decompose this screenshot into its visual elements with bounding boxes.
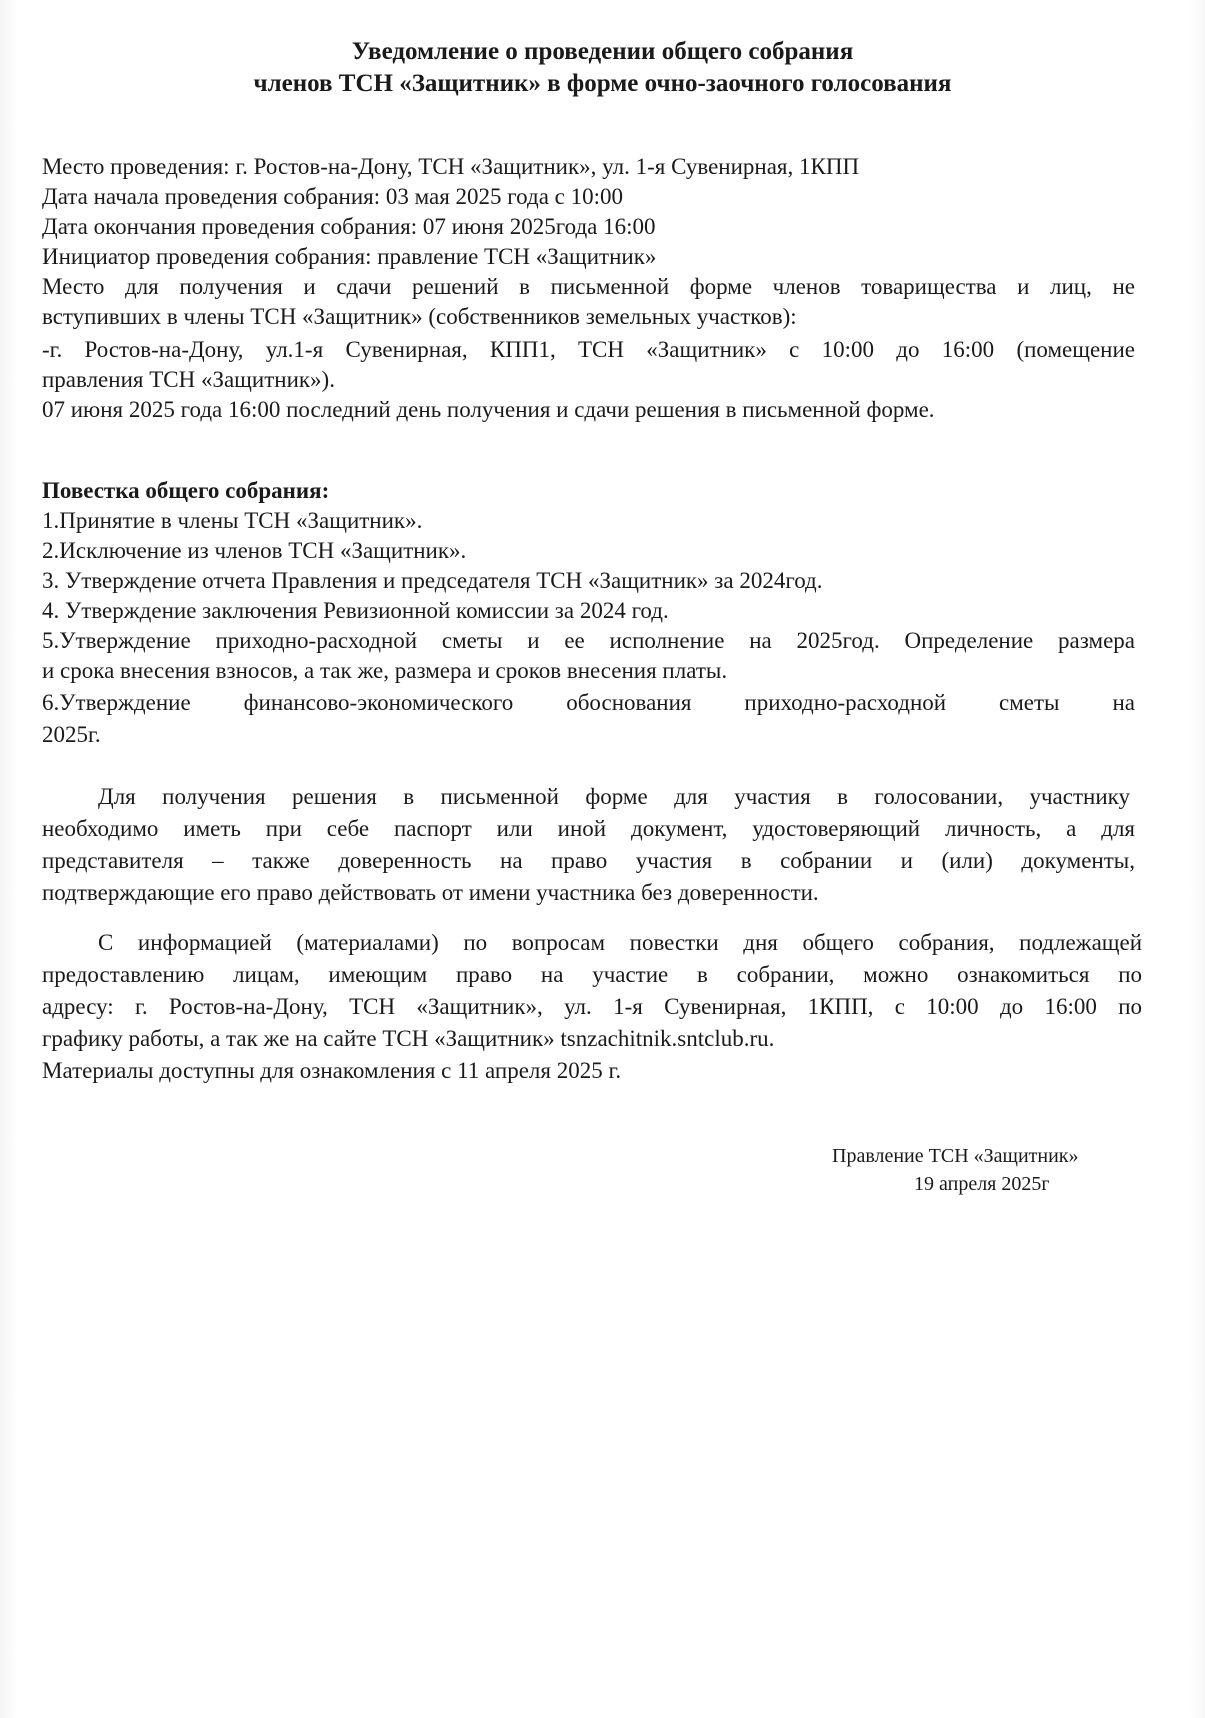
agenda-item-6-line-1: 6.Утверждение финансово-экономического обоснования приходно-расходной сметы на bbox=[42, 690, 1135, 715]
para2-line-5: Материалы доступны для ознакомления с 11 апреля 2025 г. bbox=[42, 1058, 622, 1083]
info-initiator: Инициатор проведения собрания: правление ТСН «Защитник» bbox=[42, 244, 657, 269]
title-line-1: Уведомление о проведении общего собрания bbox=[351, 38, 854, 65]
para2-line-1: С информацией (материалами) по вопросам повестки дня общего собрания, подлежащей bbox=[98, 930, 1142, 955]
para1-line-1: Для получения решения в письменной форме для участия в голосовании, участнику bbox=[98, 784, 1130, 809]
document-title bbox=[0, 36, 1205, 100]
agenda-item-2: 2.Исключение из членов ТСН «Защитник». bbox=[42, 538, 467, 563]
agenda-item-3: 3. Утверждение отчета Правления и председателя ТСН «Защитник» за 2024год. bbox=[42, 568, 823, 593]
info-end-date: Дата окончания проведения собрания: 07 июня 2025года 16:00 bbox=[42, 214, 656, 239]
para2-line-4: графику работы, а так же на сайте ТСН «Защитник» tsnzachitnik.sntclub.ru. bbox=[42, 1026, 775, 1051]
signature-date: 19 апреля 2025г bbox=[914, 1173, 1050, 1195]
info-address-1: -г. Ростов-на-Дону, ул.1-я Сувенирная, КПП1, ТСН «Защитник» с 10:00 до 16:00 (помещение bbox=[42, 337, 1135, 362]
para1-line-3: представителя – также доверенность на право участия в собрании и (или) документы, bbox=[42, 848, 1135, 873]
para1-line-2: необходимо иметь при себе паспорт или иной документ, удостоверяющий личность, а для bbox=[42, 816, 1135, 841]
info-decisions-place-1: Место для получения и сдачи решений в письменной форме членов товарищества и лиц, не bbox=[42, 274, 1135, 299]
agenda-item-5-line-1: 5.Утверждение приходно-расходной сметы и ее исполнение на 2025год. Определение размера bbox=[42, 628, 1135, 653]
info-address-2: правления ТСН «Защитник»). bbox=[42, 367, 335, 392]
info-deadline: 07 июня 2025 года 16:00 последний день получения и сдачи решения в письменной форме. bbox=[42, 397, 935, 422]
para2-line-2: предоставлению лицам, имеющим право на участие в собрании, можно ознакомиться по bbox=[42, 962, 1142, 987]
title-line-2: членов ТСН «Защитник» в форме очно-заочного голосования bbox=[253, 70, 952, 97]
agenda-item-1: 1.Принятие в члены ТСН «Защитник». bbox=[42, 508, 423, 533]
agenda-item-5-line-2: и срока внесения взносов, а так же, размера и сроков внесения платы. bbox=[42, 658, 728, 683]
info-place: Место проведения: г. Ростов-на-Дону, ТСН «Защитник», ул. 1-я Сувенирная, 1КПП bbox=[42, 154, 860, 179]
agenda-item-6-line-2: 2025г. bbox=[42, 722, 101, 747]
agenda-item-4: 4. Утверждение заключения Ревизионной комиссии за 2024 год. bbox=[42, 598, 669, 623]
info-decisions-place-2: вступивших в члены ТСН «Защитник» (собственников земельных участков): bbox=[42, 304, 797, 329]
info-start-date: Дата начала проведения собрания: 03 мая 2025 года с 10:00 bbox=[42, 184, 623, 209]
para1-line-4: подтверждающие его право действовать от имени участника без доверенности. bbox=[42, 880, 819, 905]
signature-board: Правление ТСН «Защитник» bbox=[832, 1145, 1079, 1167]
para2-line-3: адресу: г. Ростов-на-Дону, ТСН «Защитник», ул. 1-я Сувенирная, 1КПП, с 10:00 до 16:00 по bbox=[42, 994, 1142, 1019]
agenda-heading: Повестка общего собрания: bbox=[42, 478, 330, 503]
